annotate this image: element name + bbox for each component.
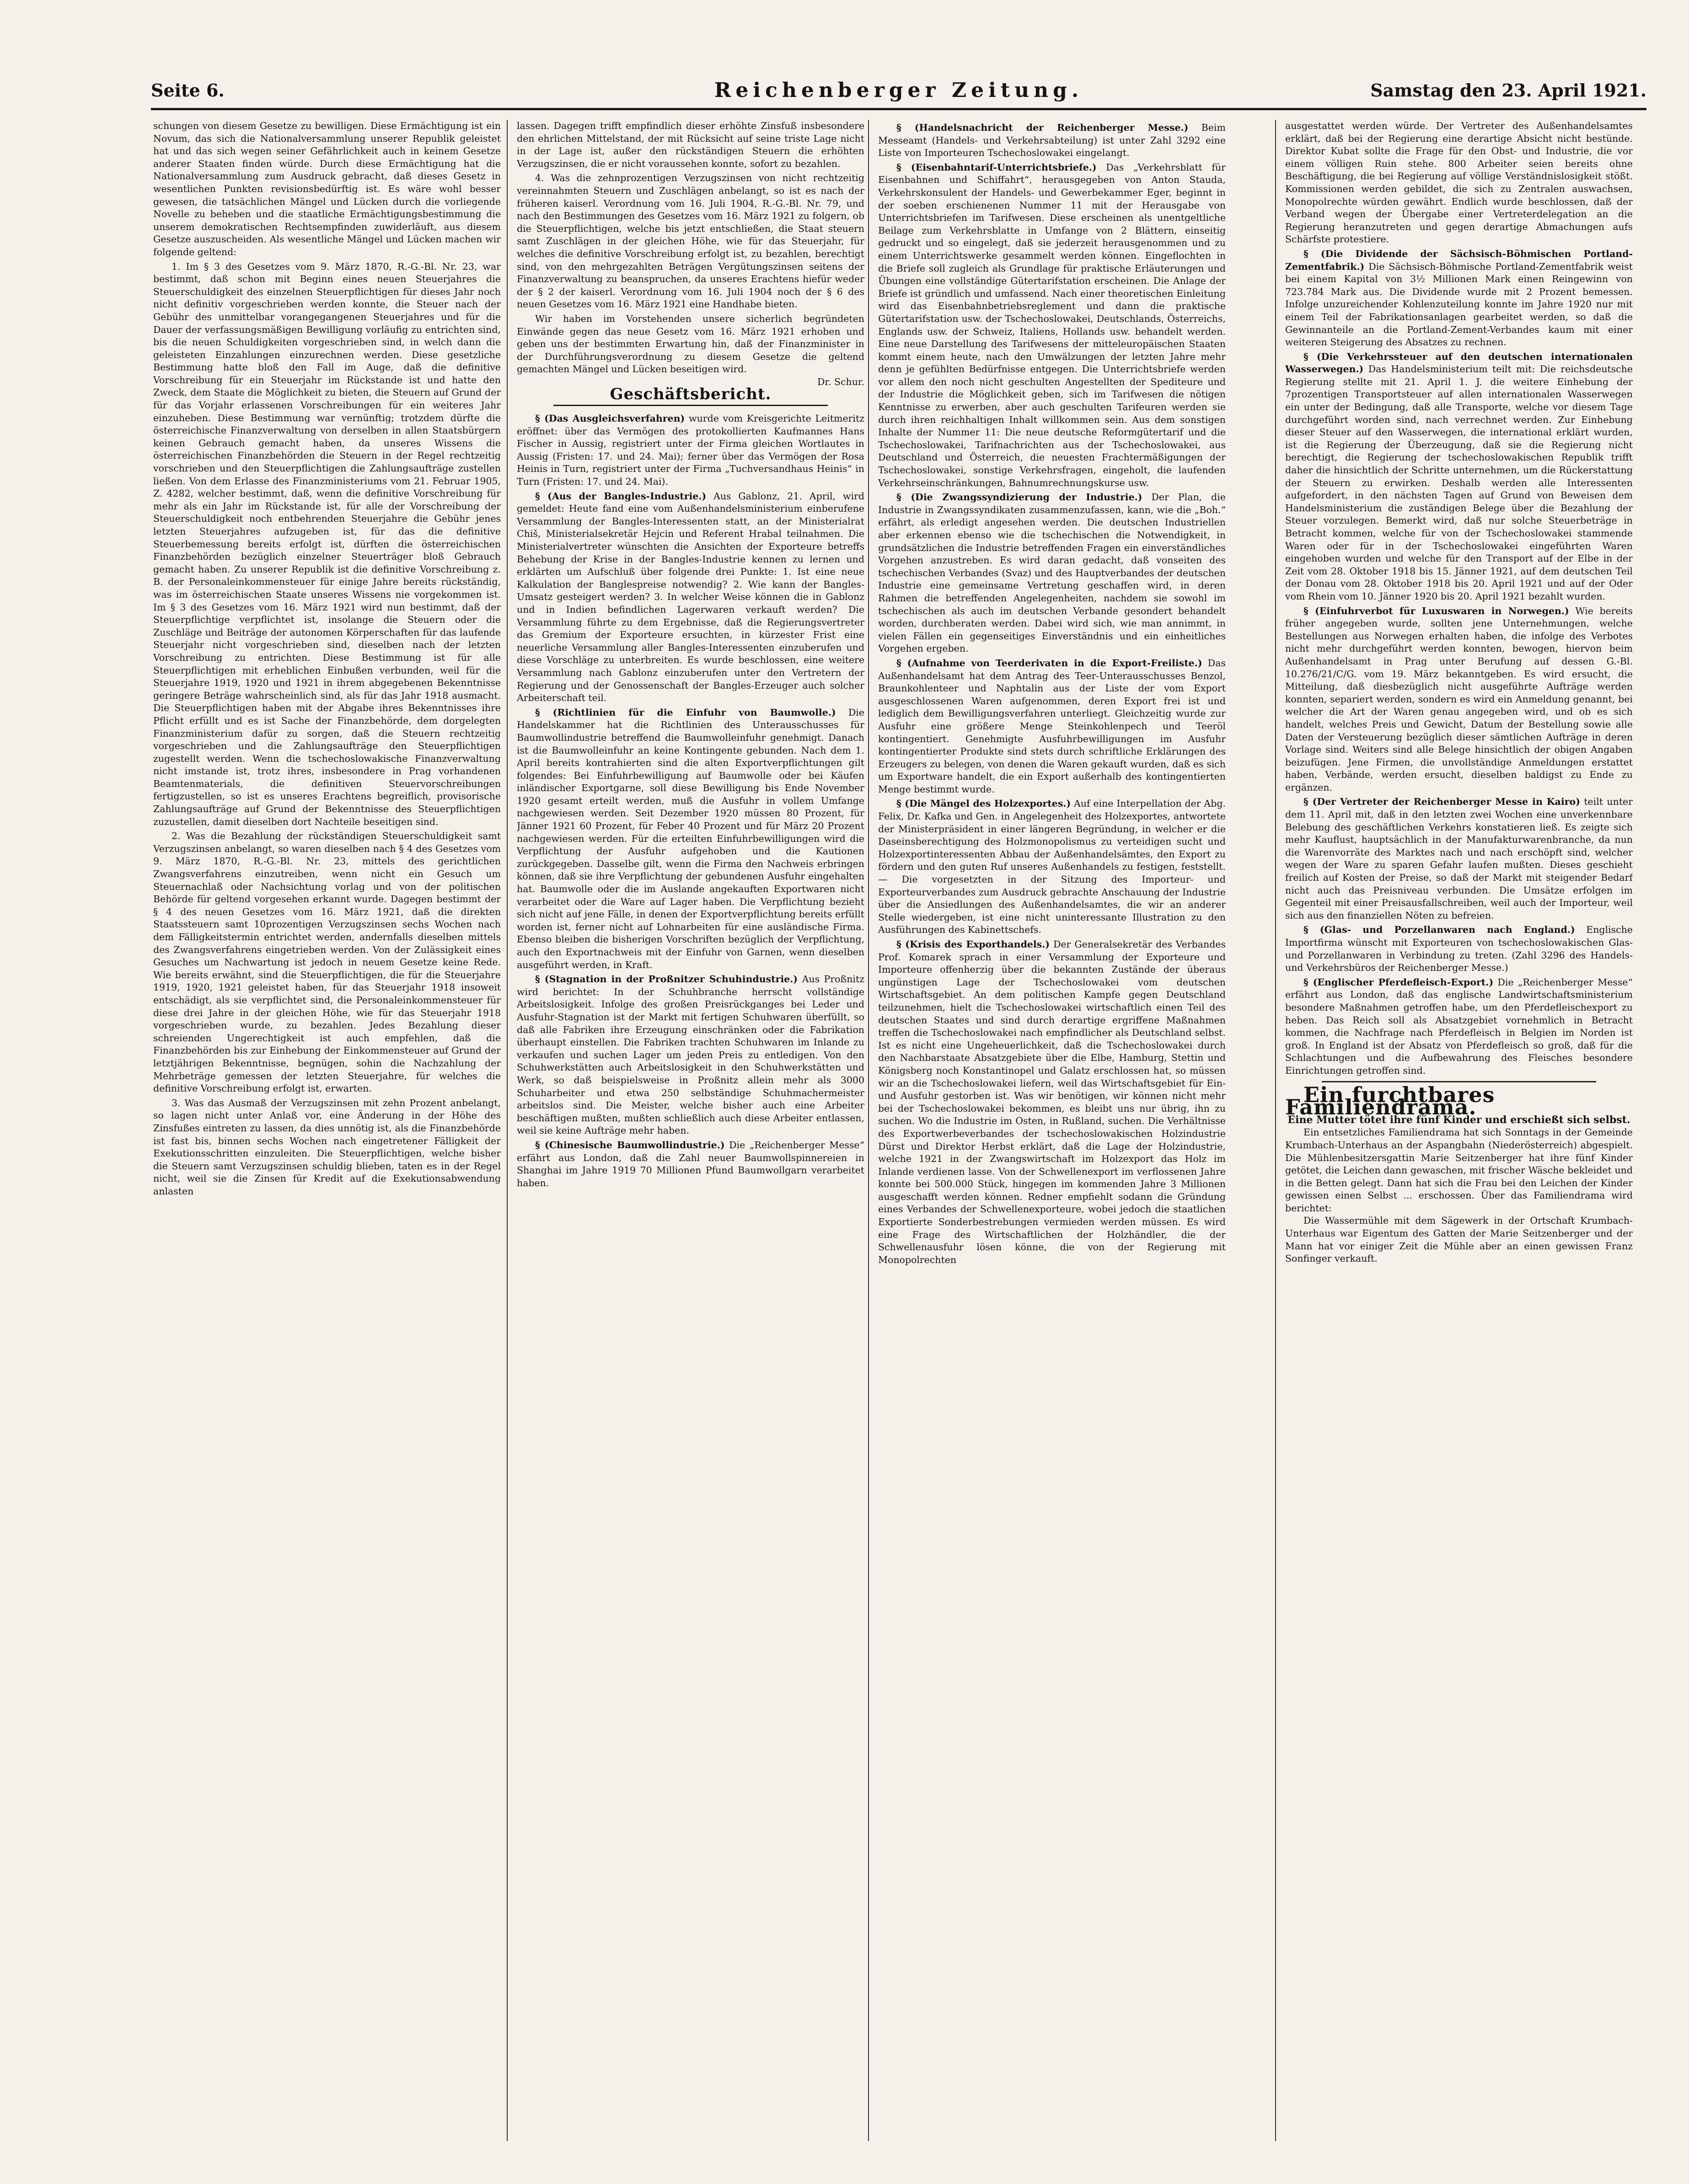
masthead: Reichenberger Zeitung. [714,79,1083,102]
section-rule [553,405,828,406]
news-item-text: Auf eine Interpellation der Abg. Felix, Dr. Kafka und Gen. in Angelegenheit des Holzexportes, antwortete der Ministerpräsident in einer längeren Begründung, in welcher er die Daseinsberechtigung des Holzmonopolismus zu verteidigen sucht und Holzexportinteressenten Abbau der Außenhandelsämtes, den Export zu fördern und den guten Ruf unseres Außenhandels zu festigen, feststellt. — Die vorgesetzten in der Sitzung des Importeur- und Exporteurverbandes zum Ausdruck gebrachte Anschauung der Industrie über die Ansiedlungen des Außenhandelsamtes, die wir an anderer Stelle wiedergeben, ist eine nicht uninteressante Illustration zu den Ausführungen des Kabinettschefs. [878,798,1226,936]
news-item-text: Der Plan, die Industrie in Zwangssyndikaten zusammenzufassen, kann, wie die „Boh.“ erfährt, als erledigt angesehen werden. Die deutschen Industriellen aber erkennen ebenso wie die tschechischen die Notwendigkeit, in grundsätzlichen die Industrie betreffenden Fragen ein einverständliches Vorgehen anzustreben. Es wird daran gedacht, daß vonseiten des tschechischen Verbandes (Svaz) und des Hauptverbandes der deutschen Industrie eine gemeinsame Vertretung geschaffen wird, in deren Rahmen die betreffenden Angelegenheiten, nachdem sie sowohl im tschechischen als auch im deutschen Verbande gesondert behandelt worden, durchberaten werden. Dabei wird sich, wie man annimmt, in vielen Fällen ein gegenseitiges Einverständnis und ein einheitliches Vorgehen ergeben. [878,492,1226,654]
article-headline: Ein furchtbares Familiendrama. [1285,1082,1495,1120]
news-item-lead: § (Eisenbahntarif-Unterrichtsbriefe.) [896,161,1097,173]
news-item [517,1139,864,1189]
news-item [878,161,1226,489]
news-item-lead: § (Englischer Pferdefleisch-Export.) [1303,976,1494,988]
news-item-text: Beim Messeamt (Handels- und Verkehrsabteilung) ist unter Zahl 3292 eine Liste von Importeuren Tschechoslowakei eingelangt. [878,122,1226,159]
news-item [1285,976,1633,1077]
article-paragraph: 1. Im § 3 des Gesetzes vom 9. März 1870, R.-G.-Bl. Nr. 23, war bestimmt, daß schon mit Beginn eines neuen Steuerjahres die Steuerschuldigkeit des einzelnen Steuerpflichtigen für dieses Jahr noch nicht definitiv vorgeschrieben werden konnte, die Steuer nach der Gebühr des unmittelbar vorangegangenen Steuerjahres und für die Dauer der verfassungsmäßigen Bewilligung vorläufig zu entrichten sind, bis die neuen Schuldigkeiten vorgeschrieben sind, in welch dann die geleisteten Einzahlungen einzurechnen werden. Diese gesetzliche Bestimmung hatte bloß den Fall im Auge, daß die definitive Vorschreibung für ein Steuerjahr im Rückstande ist und hatte den Zweck, dem Staate die Möglichkeit zu bieten, die Steuern auf Grund der für das Vorjahr erlassenen Vorschreibungen für ein weiteres Jahr einzuheben. Diese Bestimmung war vernünftig; trotzdem dürfte die österreichische Finanzverwaltung von derselben in allen Staatsbürgern keinen Gebrauch gemacht haben, da unseres Wissens die österreichischen Finanzbehörden die Steuern in der Regel rechtzeitig vorschrieben und den Steuerpflichtigen die Zahlungsaufträge zustellen ließen. Von dem Erlasse des Finanzministeriums vom 21. Februar 1905, Z. 4282, welcher bestimmt, daß, wenn die definitive Vorschreibung für mehr als ein Jahr im Rückstande ist, für alle der Vorschreibung der Steuerschuldigkeit noch entbehrenden Steuerjahre die Gebühr jenes letzten Steuerjahres aufzugeben ist, für das die definitive Steuerbemessung bereits erfolgt ist, dürften die österreichischen Finanzbehörden bezüglich einzelner Steuerträger bloß Gebrauch gemacht haben. Zu unserer Republik ist die definitive Vorschreibung z. B. der Personaleinkommensteuer für einige Jahre bereits rückständig, was im österreichischen Staate unseres Wissens nie vorgekommen ist. Im § 3 des Gesetzes vom 16. März 1921 wird nun bestimmt, daß der Steuerpflichtige verpflichtet ist, insolange die Steuern oder die Zuschläge und Beiträge der autonomen Körperschaften für das laufende Steuerjahr nicht vorgeschrieben sind, dieselben nach der letzten Vorschreibung zu entrichten. Diese Bestimmung ist für alle Steuerpflichtigen mit erheblichen Einbußen verbunden, weil für die Steuerjahre 1919, 1920 und 1921 in ihrem abgegebenen Bekenntnisse geringere Beträge wahrscheinlich sind, als für das Jahr 1918 ausmacht. Die Steuerpflichtigen haben mit der Abgabe ihres Bekenntnisses ihre Pflicht erfüllt und es ist Sache der Finanzbehörde, dem dorgelegten Finanzministerium dafür zu sorgen, daß die Steuern rechtzeitig vorgeschrieben und die Zahlungsaufträge den Steuerpflichtigen zugestellt werden. Wenn die tschechoslowakische Finanzverwaltung nicht imstande ist, trotz ihres, insbesondere in Prag vorhandenen Beamtenmaterials, die definitiven Steuervorschreibungen fertigzustellen, so ist es unseres Erachtens begreiflich, provisorische Zahlungsaufträge auf Grund der Bekenntnisse des Steuerpflichtigen zuzustellen, damit dieselben dort Nachteile beseitigen sind. [153,261,501,827]
news-item-text: Das Handelsministerium teilt mit: Die reichsdeutsche Regierung stellte mit 21. April 1. J. die weitere Einhebung der 7prozentigen Transportsteuer auf allen internationalen Wasserwegen ein unter der Bedingung, daß alle Transporte, welche vor diesem Tage durchgeführt worden sind, nach verrechnet werden. Zur Einhebung dieser Steuer auf den Wasserwegen, die international erklärt wurden, ist die Regierung der Überzeugung, daß sie die Regierung nicht berechtigt, die Regierung der tschechoslowakischen Republik trifft daher die hinsichtlich der Schritte unternehmen, um die Rückerstattung der Steuern zu erwirken. Deshalb werden alle Interessenten aufgefordert, in den nächsten Tagen auf Grund von Beweisen dem Handelsministerium die zuständigen Belege über die Bezahlung der Steuer vorzulegen. Bemerkt wird, daß nur solche Steuerbeträge in Betracht kommen, welche für von der Tschechoslowakei stammende Waren oder für in der Tschechoslowakei eingeführten Waren eingehoben wurden und welche für den Transport auf der Elbe in der Zeit vom 28. Oktober 1918 bis 15. Jänner 1921, auf dem deutschen Teil der Donau vom 28. Oktober 1918 bis 20. April 1921 und auf der Oder vom Rhein vom 10. Jänner 1920 bis 20. April 1921 bezahlt wurden. [1285,364,1633,602]
news-item [517,973,864,1137]
header-rule [151,108,1646,110]
news-item-text: teilt unter dem 11. April mit, daß in den letzten zwei Wochen eine unverkennbare Belebung des geschäftlichen Verkehrs konstatieren ließ. Es zeigte sich mehr Kauflust, hauptsächlich in der Manufakturwarenbranche, da nun die Warenvorräte des Marktes nach und nach erschöpft sind, welcher wegen der Ware zu sparen Gefahr laufen mußten. Dieses geschieht freilich auf Kosten der Preise, so daß der Markt mit steigender Bedarf nicht auch das Preisniveau verbunden. Die Umsätze erfolgen im Gegenteil mit einer Preisausfallschreiben, weil auch der Importeur, weil sich aus den finanziellen Nöten zu befreien. [1285,796,1633,921]
news-item-lead: § (Einfuhrverbot für Luxuswaren in Norwegen.) [1303,605,1569,616]
news-item [878,491,1226,655]
news-item-text: wurde vom Kreisgerichte Leitmeritz eröffnet: über das Vermögen des protokollierten Kaufmannes Hans Fischer in Aussig, registriert unter der Firma gleichen Wortlautes in Aussig (Fristen: 17. und 24. Mai); ferner über das Vermögen der Rosa Heinis in Turn, registriert unter der Firma „Tuchversandhaus Heinis“ in Turn (Fristen: 17. und 24. Mai). [517,413,864,487]
news-item-lead: § (Handelsnachricht der Reichenberger Messe.) [896,122,1189,133]
news-item [878,657,1226,796]
article-paragraph: lassen. Dagegen trifft empfindlich dieser erhöhte Zinsfuß insbesondere den ehrlichen Mittelstand, der mit Rücksicht auf seine triste Lage nicht in der Lage ist, außer den rückständigen Steuern die erhöhten Verzugszinsen, die er nicht voraussehen konnte, sofort zu bezahlen. [517,120,864,169]
page-number: Seite 6. [151,80,225,101]
news-item-list [878,122,1226,1266]
news-item-text: Wie bereits früher angegeben wurde, sollten jene Unternehmungen, welche Bestellungen aus Norwegen erhalten haben, die infolge des Verbotes nicht mehr durchgeführt werden konnten, bewogen, hiervon beim Außenhandelsamt in Prag unter Berufung auf dessen G.-Bl. 10.276/21/C/G. vom 19. März bekanntgeben. Es wird ersucht, die Mitteilung, daß diesbezüglich nicht ausgeführte Aufträge werden konnten, separiert werden, sondern es wird ein Anmeldung genannt, bei welcher die Art der Waren genau angegeben wird, und ob es sich handelt, welches Preis und Gewicht, Datum der Bestellung sowie alle Daten der Versteuerung bezüglich dieser sämtlichen Aufträge in deren Vorlage sind. Weiters sind alle Belege hinsichtlich der obigen Angaben beizufügen. Jene Firmen, die unvollständige Anmeldungen erstattet haben, Verbände, werden ersucht, dieselben baldigst zu Ende zu ergänzen. [1285,605,1633,793]
news-item-list [1285,248,1633,1077]
news-item [517,490,864,705]
news-item-lead: § (Der Vertreter der Reichenberger Messe in Kairo) [1303,796,1580,808]
article-paragraph: schungen von diesem Gesetze zu bewilligen. Diese Ermächtigung ist ein Novum, das sich die Nationalversammlung unserer Republik geleistet hat und das sich wegen seiner Gefährlichkeit auch in keinem Gesetze anderer Staaten finden würde. Durch diese Ermächtigung hat die Nationalversammlung zum Ausdruck gebracht, daß dieses Gesetz in wesentlichen Punkten revisionsbedürftig ist. Es wäre wohl besser gewesen, die tatsächlichen Mängel und Lücken durch die vorliegende Novelle zu beheben und die staatliche Ermächtigungsbestimmung die unserem demokratischen Rechtsempfinden zuwiderläuft, aus diesem Gesetze auszuscheiden. Als wesentliche Mängel und Lücken machen wir folgende geltend: [153,120,501,257]
column-4 [1285,120,1633,2136]
news-item [1285,796,1633,922]
news-item [1285,924,1633,974]
news-item-text: Das Außenhandelsamt hat dem Antrag des Teer-Unterausschusses Benzol, Braunkohlenteer und Naphtalin aus der Liste der vom Export ausgeschlossenen Waren aufgenommen, deren Export frei ist und lediglich dem Bewilligungsverfahren unterliegt. Gleichzeitig wurde zur Ausfuhr eine größere Menge Steinkohlenpech und Teeröl kontingentiert. Genehmigte Ausfuhrbewilligungen im Ausfuhr kontingentierter Produkte sind stets durch schriftliche Erklärungen des Erzeugers zu belegen, von denen die Waren gekauft wurden, daß es sich um Exportware handelt, die ein Export außerhalb des kontingentierten Menge bestimmt wurde. [878,657,1226,795]
news-item [1285,248,1633,349]
news-item-lead: § (Die Verkehrssteuer auf den deutschen internationalen Wasserwegen.) [1285,351,1633,375]
news-item-lead: § (Aus der Bangles-Industrie.) [535,490,707,502]
news-item-text: Englische Importfirma wünscht mit Exporteuren von tschechoslowakischen Glas- und Porzellanwaren in Verbindung zu treten. (Zahl 3296 des Handels- und Verkehrsbüros der Reichenberger Messe.) [1285,924,1633,974]
column-2 [517,120,864,2136]
news-item-text: Das „Verkehrsblatt für Eisenbahnen und Schiffahrt“, herausgegeben von Anton Stauda, Verkehrskonsulent der Handels- und Gewerbekammer Eger, beginnt in der soeben erschienenen Nummer 11 mit der Herausgabe von Unterrichtsbriefen im Tarifwesen. Diese erscheinen als unentgeltliche Beilage zum Verkehrsblatte in Umfange von 2 Blättern, einseitig gedruckt und so eingelegt, daß sie jederzeit herausgenommen und zu einem Unterrichtswerke gesammelt werden können. Eingeflochten in die Briefe soll zugleich als Grundlage für praktische Erläuterungen und Übungen eine vollständige Gütertarifstation erscheinen. Die Anlage der Briefe ist gründlich und umfassend. Nach einer theoretischen Einleitung wird das Eisenbahnbetriebsreglement und dann die praktische Gütertarifstation usw. der Tschechoslowakei, Deutschlands, Österreichs, Englands usw. der Schweiz, Italiens, Hollands usw. behandelt werden. Eine neue Darstellung des Tarifwesens der mitteleuropäischen Staaten kommt einem heute, nach den Umwälzungen der letzten Jahre mehr denn je gefühlten Bedürfnisse entgegen. Die Unterrichtsbriefe werden vor allem den noch nicht geschulten Angestellten der Spediteure und der Industrie die Möglichkeit geben, sich im Tarifwesen die nötigen Kenntnisse zu erwerben, aber auch geschulten Tarifeuren werden sie durch ihren reichhaltigen Inhalt willkommen sein. Aus dem sonstigen Inhalte der Nummer 11: Die neue deutsche Reformgütertarif und die Tschechoslowakei, Tarifnachrichten aus der Tschechoslowakei, aus Deutschland und Österreich, die neuesten Frachtermäßigungen der Tschechoslowakei, sonstige Verkehrsfragen, eingeholt, die laufenden Verkehrseinschränkungen, Bahnumrechnungskurse usw. [878,161,1226,488]
news-item-lead: § (Die Zwangssyndizierung der Industrie.) [896,492,1142,503]
news-item [517,412,864,488]
news-item-text: Die Handelskammer hat die Richtlinien des Unterausschusses für Baumwollindustrie betreffend die Baumwolleinfuhr genehmigt. Danach ist die Baumwolleinfuhr an keine Kontingente gebunden. Nach dem 1. April bereits kontrahierten sind die alten Exportverpflichtungen gilt folgendes: Bei Einfuhrbewilligung auf Baumwolle oder bei Käufen inländischer Exportgarne, soll diese Bewilligung bis Ende November 1920 gesamt erteilt werden, muß die Ausfuhr in vollem Umfange nachgewiesen werden. Seit Dezember 1920 müssen 80 Prozent, für Jänner 1921 60 Prozent, für Feber 40 Prozent und für März 20 Prozent nachgewiesen werden. Für die erteilten Einfuhrbewilligungen wird die Verpflichtung der Ausfuhr aufgehoben und die Kautionen zurückgegeben. Dasselbe gilt, wenn die Firma den Nachweis erbringen können, daß sie ihre Verpflichtung der gebundenen Ausfuhr eingehalten hat. Baumwolle oder die im Auslande angekauften Exportwaren nicht verarbeitet oder die Ware auf Lager haben. Die Verpflichtung bezieht sich nicht auf jene Fälle, in denen der Exportverpflichtung bereits erfüllt worden ist, ferner nicht auf Lohnarbeiten für eine ausländische Firma. Ebenso bleiben die bisherigen Vorschriften bezüglich der Verpflichtung, auch den Exportnachweis mit der Einfuhr von Garnen, wenn dieselben ausgeführt werden, in Kraft. [517,707,864,970]
column-divider [1275,120,1276,2141]
column-1 [153,120,501,2136]
news-item [878,938,1226,1266]
news-item [878,798,1226,937]
news-item-text: Der Generalsekretär des Verbandes Prof. Komarek sprach in einer Versammlung der Exporteure und Importeure offenherzig über die bekannten Zustände der überaus ungünstigen Lage der Tschechoslowakei vom deutschen Wirtschaftsgebiet. An dem politischen Kampfe gegen Deutschland teilzunehmen, hielt die Tschechoslowakei wirtschaftlich einen Teil des deutschen Staates und sind durch derartige ergriffene Maßnahmen treffen die Tschechoslowakei nach empfindlicher als Deutschland selbst. Ist es nicht eine Ungeheuerlichkeit, daß die Tschechoslowakei durch den Nachbarstaate Absatzgebiete über die Elbe, Hamburg, Stettin und Königsberg noch Konstantinopel und Galatz erschlossen hat, so müssen wir an die Tschechoslowakei liefern, weil das Wirtschaftsgebiet für Ein- und Ausfuhr gestorben ist. Was wir benötigen, wir können nicht mehr bei der Tschechoslowakei bekommen, es bleibt uns nur übrig, ihn zu suchen. Wo die Industrie im Osten, in Rußland, suchen. Die Verhältnisse des Exportwerbeverbandes der tschechoslowakischen Holzindustrie Dürst und Direktor Herbst erklärt, daß die Lage der Holzindustrie, welche 1921 in der Zwangswirtschaft im Holzexport das Holz im Inlande verdienen lasse. Von der Schwellenexport im verflossenen Jahre konnte bei 500.000 Stück, hingegen im kommenden Jahre 3 Millionen ausgeschafft werden können. Redner empfiehlt sodann die Gründung eines Verbandes der Schwellenexporteure, wobei jedoch die staatlichen Exportierte Sonderbestrebungen vermieden werden müssen. Es wird eine Frage des Wirtschaftlichen der Holzhändler, die der Schwellenausfuhr lösen könne, die von der Regierung mit Monopolrechten [878,939,1226,1265]
news-item-lead: § (Krisis des Exporthandels.) [896,939,1050,950]
news-item-list [517,412,864,1189]
article-paragraph: Ein entsetzliches Familiendrama hat sich Sonntags in der Gemeinde Krumbach-Unterhaus an der Aspangbahn (Niederösterreich) abgespielt. Die Mühlenbesitzersgattin Marie Seitzenberger hat ihre fünf Kinder getötet, die Leichen dann gewaschen, mit frischer Wäsche bekleidet und in die Betten gelegt. Dann hat sich die Frau bei den Leichen der Kinder gewissen einen Selbst ... erschossen. Über das Familiendrama wird berichtet: [1285,1127,1633,1214]
section-heading: Geschäftsbericht. [610,385,772,404]
author-byline: Dr. Schur. [817,376,864,387]
article-paragraph: 3. Was das Ausmaß der Verzugszinsen mit zehn Prozent anbelangt, so lagen nicht unter Anlaß vor, eine Änderung in der Höhe des Zinsfußes eintreten zu lassen, da dies unnötig ist, als die Finanzbehörde ist fast bis, binnen sechs Wochen nach eingetretener Fälligkeit der Exekutionsschritten einzuleiten. Die Steuerpflichtigen, welche bisher die Steuern samt Verzugszinsen schuldig blieben, taten es in der Regel nicht, weil sie die Zinsen für Kredit auf die Exekutionsabwendung anlasten [153,1097,501,1197]
news-item-lead: § (Richtlinien für die Einfuhr von Baumwolle.) [535,707,836,718]
news-item-lead: § (Das Ausgleichsverfahren) [535,413,685,424]
page-header [151,77,1646,104]
article-subheadline: Eine Mutter tötet ihre fünf Kinder und erschießt sich selbst. [1287,1113,1630,1126]
news-item-lead: § (Glas- und Porzellanwaren nach England.) [1303,924,1575,936]
news-item-lead: § (Aufnahme von Teerderivaten in die Export-Freiliste.) [896,657,1202,669]
article-paragraph: 2. Was die Bezahlung der rückständigen Steuerschuldigkeit samt Verzugszinsen anbelangt, so waren dieselben nach § 4 des Gesetzes vom 9. März 1870, R.-G.-Bl. Nr. 23, mittels des gerichtlichen Zwangsverfahrens einzutreiben, wenn nicht ein Gesuch um Steuernachlaß oder Nachsichtung vorlag und von der politischen Behörde für geltend vorgesehen erkannt wurde. Dagegen bestimmt der § 4 des neuen Gesetzes vom 16. März 1921, daß die direkten Staatssteuern samt 10prozentigen Verzugszinsen sechs Wochen nach dem Fälligkeitstermin entrichtet werden, andernfalls dieselben mittels des Zwangsverfahrens eingetrieben werden. Von der Zulässigkeit eines Gesuches um Nachwartung ist jedoch in neuem Gesetze keine Rede. Wie bereits erwähnt, sind die Steuerpflichtigen, die für die Steuerjahre 1919, 1920, 1921 geleistet haben, für das Steuerjahr 1918 insoweit entschädigt, als sie verpflichtet sind, die Personaleinkommensteuer für diese drei Jahre in der gleichen Höhe, wie für das Steuerjahr 1918 vorgeschrieben wurde, zu bezahlen. Jedes Bezahlung dieser schreienden Ungerechtigkeit ist auch empfehlen, daß die Finanzbehörden bis zur Einhebung der Einkommensteuer auf Grund der letztjährigen Bekenntnisse, begnügen, sohin die Nachzahlung der Mehrbeträge gemessen der letzten Steuerjahre, für welches die definitive Vorschreibung erfolgt ist, erwarten. [153,830,501,1094]
news-item-text: Die Sächsisch-Böhmische Portland-Zementfabrik weist bei einem Kapital von 3½ Millionen Mark einen Reingewinn von 723.784 Mark aus. Die Dividende wurde mit 2 Prozent bemessen. Infolge unzureichender Kohlenzuteilung konnte im Jahre 1920 nur mit einem Teil der Fabrikationsanlagen gearbeitet werden, so daß die Gewinnanteile an die Portland-Zement-Verbandes kaum mit einer weiteren Steigerung des Absatzes zu rechnen. [1285,261,1633,348]
news-item [878,122,1226,160]
news-item-text: Die „Reichenberger Messe“ erfährt aus London, daß die Zahl neuer Baumwollspinnereien in Shanghai im Jahre 1919 70 Millionen Pfund Baumwollgarn verarbeitet haben. [517,1139,864,1188]
article-paragraph: Wir haben im Vorstehenden unsere sicherlich begründeten Einwände gegen das neue Gesetz vom 16. März 1921 erhoben und geben uns der bestimmten Erwartung hin, daß der Finanzminister in der Durchführungsverordnung zu diesem Gesetze die geltend gemachten Mängel und Lücken beseitigen wird. [517,313,864,375]
column-divider [868,120,869,2141]
news-item-lead: § (Stagnation in der Proßnitzer Schuhindustrie.) [535,974,798,985]
column-divider [507,120,508,2141]
article-paragraph: ausgestattet werden würde. Der Vertreter des Außenhandelsamtes erklärt, daß bei der Regierung eine derartige Absicht nicht bestünde. Direktor Kubat sollte die Frage für den Obst- und Industrie, die vor einem völligen Ruin stehe. 800 Arbeiter seien bereits ohne Beschäftigung, die bei Regierung auf völlige Verständnislosigkeit stößt. Kommissionen werden gebildet, die sich zu Zentralen auswachsen, Monopolrechte würden gewährt. Endlich wurde beschlossen, daß der Verband wegen der Übergabe einer Vertreterdelegation an die Regierung heranzutreten und gegen derartige Abmachungen aufs Schärfste protestiere. [1285,120,1633,245]
column-3 [878,120,1226,2136]
news-item-text: Aus Gablonz, 21. April, wird gemeldet: Heute fand eine vom Außenhandelsministerium einberufene Versammlung der Bangles-Interessenten statt, an der Ministerialrat Chiš, Ministerialsekretär Hejcin und Referent Hrabal teilnahmen. Die Ministerialvertreter wünschten die Ansichten der Exporteure betreffs Behebung der Krise in der Bangles-Industrie kennen zu lernen und erklärten um Aufschluß über folgende drei Punkte: 1. Ist eine neue Kalkulation der Banglespreise notwendig? 2. Wie kann der Bangles-Umsatz gesteigert werden? 3. In welcher Weise können die in Gablonz und in Indien befindlichen Lagerwaren verkauft werden? Die Versammlung führte zu dem Ergebnisse, daß die Regierungsvertreter das Gremium der Exporteure ersuchten, in kürzester Frist eine neuerliche Versammlung aller Bangles-Interessenten einzuberufen und diese Vorschläge zu unterbreiten. Es wurde beschlossen, eine weitere Versammlung nach Gablonz einzuberufen unter den Vertretern der Regierung und der Genossenschaft der Bangles-Erzeuger auch solcher Arbeiterschaft teil. [517,490,864,704]
news-item-text: Aus Proßnitz wird berichtet: In der Schuhbranche herrscht vollständige Arbeitslosigkeit. Infolge des großen Preisrückganges bei Leder und Ausfuhr-Stagnation ist der Markt mit fertigen Schuhwaren überfüllt, so daß alle Fabriken ihre Erzeugung einschränken oder die Fabrikation überhaupt einstellen. Die Fabriken trachten Schuhwaren im Inlande zu verkaufen und suchen Lager um jeden Preis zu entledigen. Von den Schuhwerkstätten auch Arbeitslosigkeit in den Schuhwerkstätten und Werk, so daß beispielsweise in Proßnitz allein mehr als 3000 Schuharbeiter und etwa 250 selbständige Schuhmachermeister arbeitslos sind. Die Meister, welche bisher auch eine Arbeiter beschäftigen mußten, mußten schließlich auch diese Arbeiter entlassen, weil sie keine Aufträge mehr haben. [517,974,864,1136]
article-paragraph: Die Wassermühle mit dem Sägewerk in der Ortschaft Krumbach-Unterhaus war Eigentum des Gatten der Marie Seitzenberger und der Mann hat vor einiger Zeit die Mühle aber an einen gewissen Franz Sonfinger verkauft. [1285,1215,1633,1264]
article-paragraph: 4. Was die zehnprozentigen Verzugszinsen von nicht rechtzeitig vereinnahmten Steuern und Zuschlägen anbelangt, so ist es nach der früheren kaiserl. Verordnung vom 16. Juli 1904, R.-G.-Bl. Nr. 79, und nach den Bestimmungen des Gesetzes vom 16. März 1921 zu folgern, ob die Steuerpflichtigen, welche bis jetzt entschließen, die Staat steuern samt Zuschlägen in der gleichen Höhe, wie für das Steuerjahr, für welches die definitive Vorschreibung erfolgt ist, zu bezahlen, berechtigt sind, von den mehrgezahlten Beträgen Vergütungszinsen seitens der Finanzverwaltung zu beanspruchen, da unseres Erachtens hiefür weder der § 2 der kaiserl. Verordnung vom 16. Juli 1904 noch der § 6 des neuen Gesetzes vom 16. März 1921 eine Handhabe bieten. [517,172,864,310]
news-item [1285,351,1633,603]
news-item-lead: § (Die Dividende der Sächsisch-Böhmischen Portland-Zementfabrik.) [1285,248,1633,272]
news-item-text: Die „Reichenberger Messe“ erfährt aus London, daß das englische Landwirtschaftsministerium besondere Maßnahmen getroffen habe, um den Pferdefleischexport zu heben. Das Reich soll als Absatzgebiet vornehmlich in Betracht kommen, die Nachfrage nach Pferdefleisch in Belgien im Norden ist groß. In England ist der Absatz von Pferdefleisch so groß, daß für die Schlachtungen und die Aufbewahrung des Fleisches besondere Einrichtungen getroffen sind. [1285,976,1633,1076]
news-item [517,707,864,971]
news-item [1285,605,1633,794]
news-item-lead: § (Chinesische Baumwollindustrie.) [535,1139,725,1151]
news-item-lead: § (Die Mängel des Holzexportes.) [896,798,1071,809]
issue-date: Samstag den 23. April 1921. [1370,80,1646,101]
